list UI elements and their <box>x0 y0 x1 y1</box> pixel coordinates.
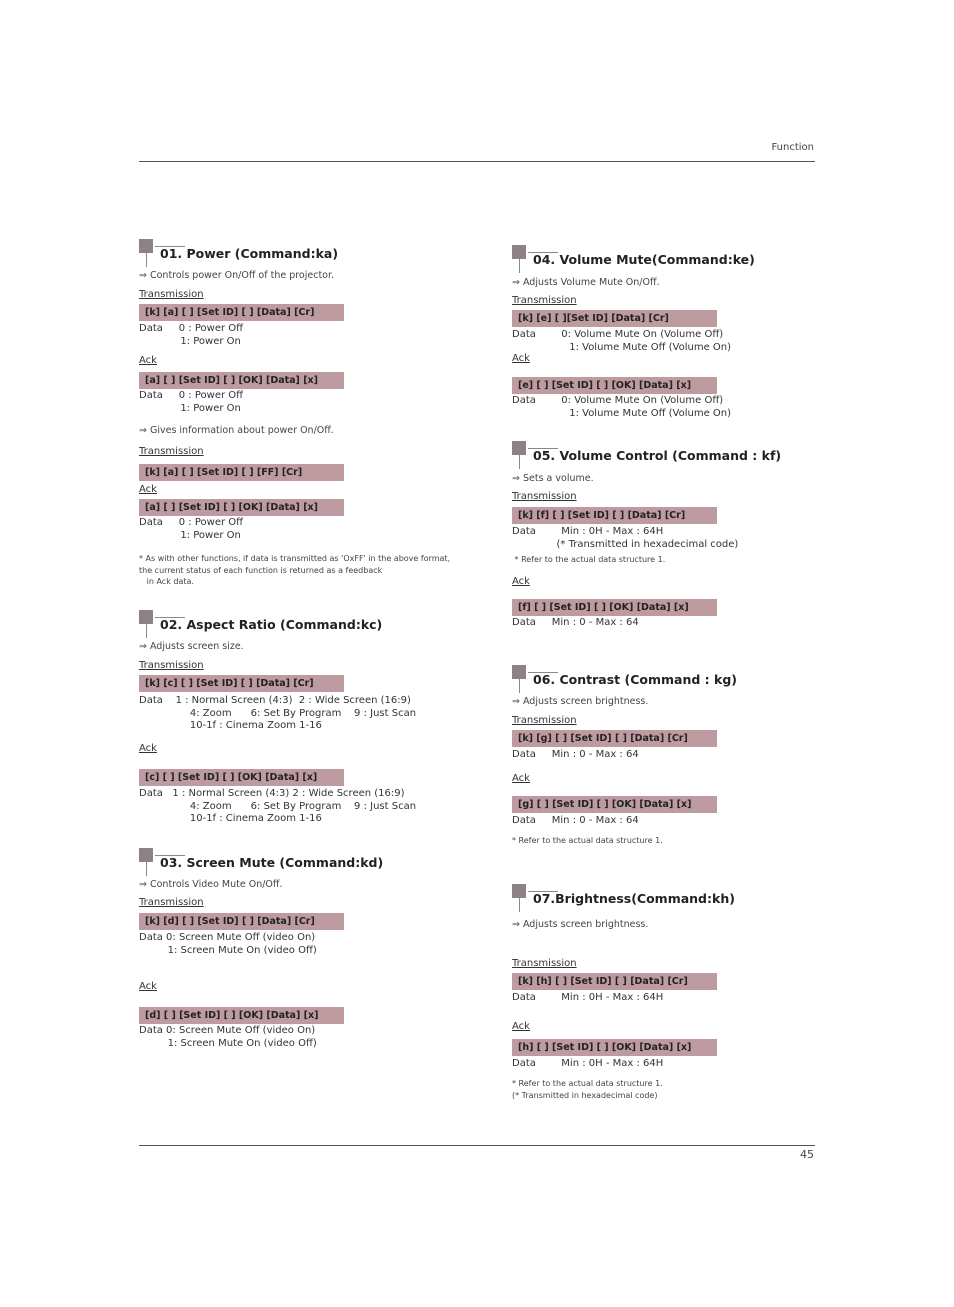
ack-label: Ack <box>512 353 530 364</box>
data-line: 4: Zoom 6: Set By Program 9 : Just Scan <box>139 707 417 719</box>
data-line: 10-1f : Cinema Zoom 1-16 <box>139 813 322 824</box>
data-line: Data 0: Volume Mute On (Volume Off) <box>512 329 724 340</box>
section-heading: 01. Power (Command:ka) <box>160 246 339 261</box>
footnote <box>512 1078 663 1101</box>
data-line: 1: Volume Mute Off (Volume On) <box>512 407 732 419</box>
running-header: Function <box>771 142 814 153</box>
data-line: Data 0: Volume Mute On (Volume Off) <box>512 395 724 406</box>
data-line: 4: Zoom 6: Set By Program 9 : Just Scan <box>139 800 417 812</box>
data-line: Data Min : 0 - Max : 64 <box>512 815 639 826</box>
command-format-box: [k] [f] [ ] [Set ID] [ ] [Data] [Cr] <box>512 507 717 524</box>
data-values <box>512 329 731 354</box>
data-values <box>139 1025 317 1050</box>
section-title-volume-control <box>512 441 842 469</box>
data-line: Data 0: Screen Mute Off (video On) <box>139 932 316 943</box>
section-title-volume-mute <box>512 245 842 273</box>
ack-format-box: [d] [ ] [Set ID] [ ] [OK] [Data] [x] <box>139 1007 344 1024</box>
section-marker-line <box>519 679 520 693</box>
footer-rule <box>139 1145 815 1146</box>
ack-format-box: [g] [ ] [Set ID] [ ] [OK] [Data] [x] <box>512 796 717 813</box>
data-line: Data 0: Screen Mute Off (video On) <box>139 1025 316 1036</box>
section-heading: 06. Contrast (Command : kg) <box>533 672 737 687</box>
command-format-box: [k] [c] [ ] [Set ID] [ ] [Data] [Cr] <box>139 675 344 692</box>
data-values <box>139 323 243 348</box>
section-heading: 04. Volume Mute(Command:ke) <box>533 252 755 267</box>
footnote-line: * As with other functions, if data is transmitted as 'OxFF' in the above format, <box>139 554 451 563</box>
transmission-label: Transmission <box>139 897 204 908</box>
ack-format-box: [a] [ ] [Set ID] [ ] [OK] [Data] [x] <box>139 499 344 516</box>
data-line: 1: Power On <box>139 335 241 347</box>
data-values <box>139 517 243 542</box>
ack-format-box: [h] [ ] [Set ID] [ ] [OK] [Data] [x] <box>512 1039 717 1056</box>
section-marker-icon <box>512 245 526 259</box>
command-format-box: [k] [g] [ ] [Set ID] [ ] [Data] [Cr] <box>512 730 717 747</box>
ack-label: Ack <box>512 576 530 587</box>
ack-label: Ack <box>512 773 530 784</box>
command-format-box: [k] [d] [ ] [Set ID] [ ] [Data] [Cr] <box>139 913 344 930</box>
data-line: 1: Screen Mute On (video Off) <box>139 944 317 956</box>
section-marker-icon <box>512 884 526 898</box>
data-line: Data 1 : Normal Screen (4:3) 2 : Wide Screen (16:9) <box>139 788 405 799</box>
data-values <box>139 695 416 733</box>
section-heading: 03. Screen Mute (Command:kd) <box>160 855 384 870</box>
data-line: 1: Power On <box>139 402 241 414</box>
data-line: Data Min : 0 - Max : 64 <box>512 617 639 628</box>
data-line: 1: Volume Mute Off (Volume On) <box>512 341 732 353</box>
section-marker-icon <box>512 665 526 679</box>
data-line: 1: Power On <box>139 529 241 541</box>
data-line: Data 1 : Normal Screen (4:3) 2 : Wide Screen (16:9) <box>139 695 411 706</box>
section-marker-icon <box>139 610 153 624</box>
transmission-label: Transmission <box>139 289 204 300</box>
ack-label: Ack <box>139 981 157 992</box>
section-heading: 07.Brightness(Command:kh) <box>533 891 735 906</box>
section-title-screen-mute <box>139 848 469 876</box>
command-format-box: [k] [h] [ ] [Set ID] [ ] [Data] [Cr] <box>512 973 717 990</box>
header-rule <box>139 161 815 162</box>
data-values <box>139 390 243 415</box>
data-line: Data 0 : Power Off <box>139 517 244 528</box>
data-line: 1: Screen Mute On (video Off) <box>139 1037 317 1049</box>
command-format-box: [k] [a] [ ] [Set ID] [ ] [FF] [Cr] <box>139 464 344 481</box>
footnote: * Refer to the actual data structure 1. <box>512 836 663 845</box>
section-heading: 02. Aspect Ratio (Command:kc) <box>160 617 383 632</box>
footnote-line: * Refer to the actual data structure 1. <box>512 1079 663 1088</box>
transmission-label: Transmission <box>512 295 577 306</box>
data-line: Data 0 : Power Off <box>139 323 244 334</box>
data-values <box>512 617 639 630</box>
section-description: ⇒ Adjusts screen size. <box>139 641 244 652</box>
data-values <box>512 395 731 420</box>
transmission-label: Transmission <box>139 446 204 457</box>
data-line: Data 0 : Power Off <box>139 390 244 401</box>
transmission-label: Transmission <box>512 491 577 502</box>
ack-format-box: [e] [ ] [Set ID] [ ] [OK] [Data] [x] <box>512 377 717 394</box>
section-title-power <box>139 239 469 267</box>
data-line: Data Min : 0H - Max : 64H <box>512 992 664 1003</box>
data-values <box>512 1058 663 1071</box>
section-heading: 05. Volume Control (Command : kf) <box>533 448 782 463</box>
section-marker-line <box>519 898 520 912</box>
data-line: 10-1f : Cinema Zoom 1-16 <box>139 720 322 731</box>
transmission-label: Transmission <box>139 660 204 671</box>
section-description: ⇒ Controls Video Mute On/Off. <box>139 879 283 890</box>
data-line: (* Transmitted in hexadecimal code) <box>512 538 739 550</box>
section-marker-line <box>519 455 520 469</box>
section-description: ⇒ Adjusts Volume Mute On/Off. <box>512 277 660 288</box>
section-description: ⇒ Sets a volume. <box>512 473 594 484</box>
ack-label: Ack <box>512 1021 530 1032</box>
ack-format-box: [a] [ ] [Set ID] [ ] [OK] [Data] [x] <box>139 372 344 389</box>
footnote-line: in Ack data. <box>139 577 194 586</box>
command-format-box: [k] [e] [ ][Set ID] [Data] [Cr] <box>512 310 717 327</box>
footnote: * Refer to the actual data structure 1. <box>512 555 666 564</box>
section-title-aspect-ratio <box>139 610 469 638</box>
section-description: ⇒ Controls power On/Off of the projector. <box>139 270 335 281</box>
ack-format-box: [c] [ ] [Set ID] [ ] [OK] [Data] [x] <box>139 769 344 786</box>
section-description: ⇒ Gives information about power On/Off. <box>139 425 334 436</box>
ack-label: Ack <box>139 484 157 495</box>
transmission-label: Transmission <box>512 715 577 726</box>
transmission-label: Transmission <box>512 958 577 969</box>
data-values <box>512 992 663 1005</box>
footnote <box>139 553 450 588</box>
command-format-box: [k] [a] [ ] [Set ID] [ ] [Data] [Cr] <box>139 304 344 321</box>
ack-label: Ack <box>139 355 157 366</box>
ack-label: Ack <box>139 743 157 754</box>
section-title-brightness <box>512 884 842 912</box>
section-description: ⇒ Adjusts screen brightness. <box>512 919 649 930</box>
section-marker-icon <box>139 848 153 862</box>
data-line: Data Min : 0H - Max : 64H <box>512 526 664 537</box>
data-values <box>512 749 639 762</box>
data-values <box>512 526 738 551</box>
data-line: Data Min : 0 - Max : 64 <box>512 749 639 760</box>
section-marker-icon <box>139 239 153 253</box>
footnote-line: the current status of each function is returned as a feedback <box>139 565 383 575</box>
section-marker-line <box>146 253 147 267</box>
data-values <box>139 788 416 826</box>
section-title-contrast <box>512 665 842 693</box>
section-marker-icon <box>512 441 526 455</box>
page-number: 45 <box>800 1148 814 1161</box>
data-values <box>512 815 639 828</box>
section-marker-line <box>146 862 147 876</box>
section-description: ⇒ Adjusts screen brightness. <box>512 696 649 707</box>
section-marker-line <box>519 259 520 273</box>
data-line: Data Min : 0H - Max : 64H <box>512 1058 664 1069</box>
data-values <box>139 932 317 957</box>
ack-format-box: [f] [ ] [Set ID] [ ] [OK] [Data] [x] <box>512 599 717 616</box>
section-marker-line <box>146 624 147 638</box>
footnote-line: (* Transmitted in hexadecimal code) <box>512 1090 658 1100</box>
